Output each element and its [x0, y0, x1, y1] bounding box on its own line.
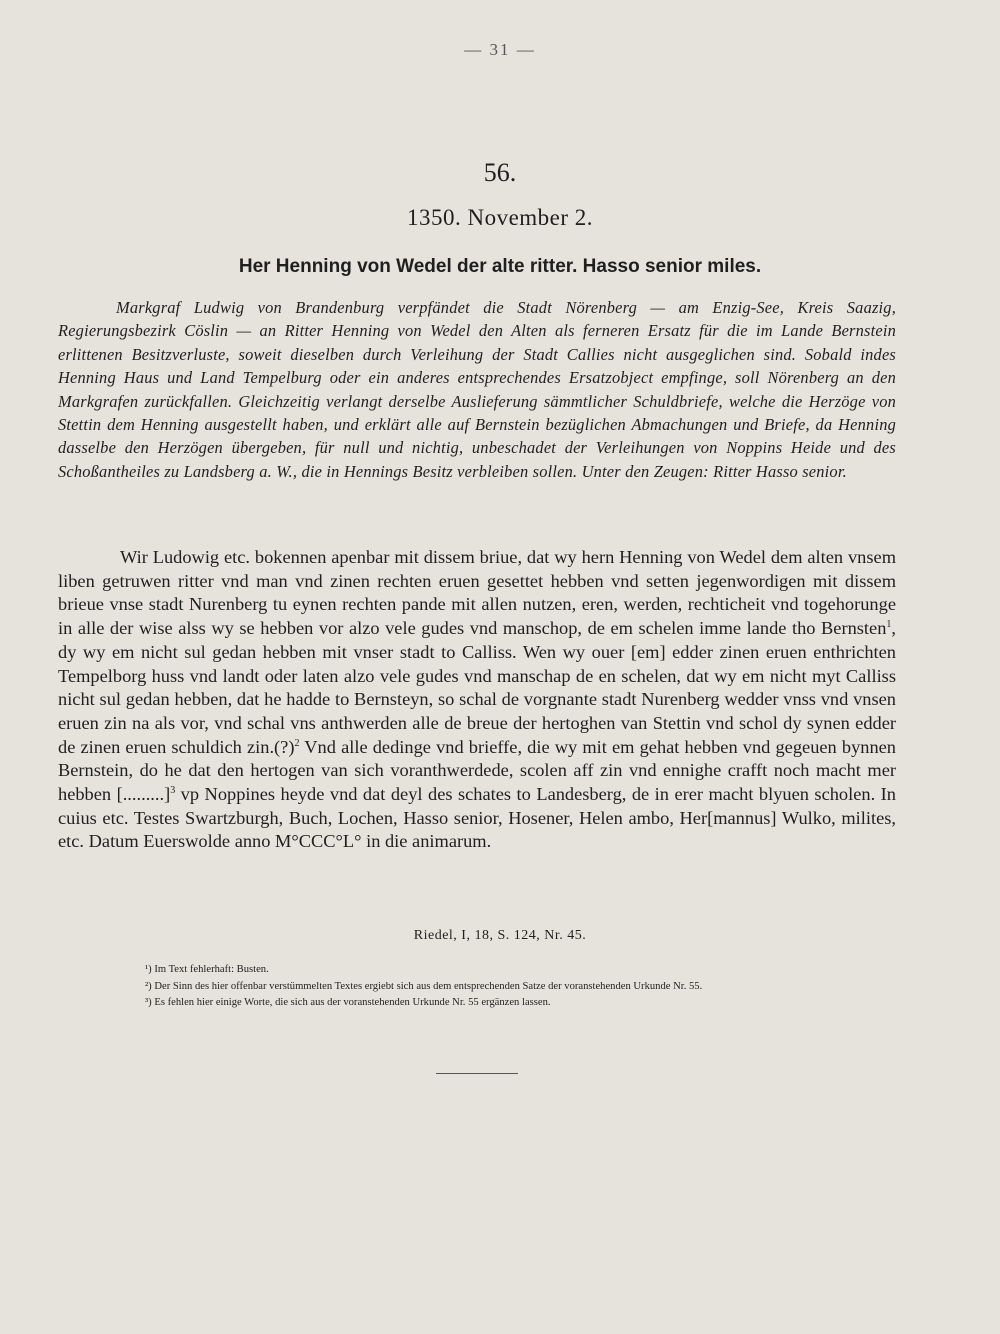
footnote-3: ³) Es fehlen hier einige Worte, die sich aus der voranstehenden Urkunde Nr. 55 ergänzen lassen. [145, 997, 551, 1008]
document-date: 1350. November 2. [406, 205, 594, 230]
footnote-ref-1: 1 [886, 618, 892, 630]
charter-paragraph [58, 546, 896, 854]
charter-text [58, 546, 896, 854]
footnote-ref-3: 3 [170, 784, 176, 796]
document-number: 56. [483, 158, 517, 187]
footnote-2: ²) Der Sinn des hier offenbar verstümmelten Textes ergiebt sich aus dem entsprechenden Satze der voranstehenden Urkunde Nr. 55. [145, 980, 703, 992]
charter-text-part3: Vnd alle dedinge vnd brieffe, die wy mit em gehat hebben vnd gegeuen bynnen Bernstein, do he dat den hertogen van sich voranthwerdede, scolen aff zin vnd ennighe crafft noch macht mer hebben [.........] [58, 736, 897, 805]
document-title: Her Henning von Wedel der alte ritter. Hasso senior miles. [238, 256, 762, 277]
footnote-1: ¹) Im Text fehlerhaft: Busten. [145, 964, 269, 975]
footnote-ref-2: 2 [294, 737, 300, 749]
separator-rule [436, 1073, 518, 1074]
summary-paragraph [58, 296, 896, 483]
summary-text: Markgraf Ludwig von Brandenburg verpfändet die Stadt Nörenberg — am Enzig-See, Kreis Saazig, Regierungsbezirk Cöslin — an Ritter Henning von Wedel den Alten als ferneren Ersatz für die im Lande Bernstein erlittenen Besitzverluste, soweit dieselben durch Verleihung der Stadt Callies nicht ausgeglichen sind. Sobald indes Henning Haus und Land Tempelburg oder ein anderes entsprechendes Ersatzobject empfinge, soll Nörenberg an den Markgrafen zurückfallen. Gleichzeitig verlangt derselbe Auslieferung sämmtlicher Schuldbriefe, welche die Herzöge von Stettin dem Henning ausgestellt haben, und erklärt alle auf Bernstein bezüglichen Abmachungen und Briefe, da Henning dasselbe den Herzögen übergeben, für null und nichtig, unbeschadet der Verleihungen von Noppins Heide und des Schoßantheiles zu Landsberg a. W., die in Hennings Besitz verbleiben sollen. Unter den Zeugen: Ritter Hasso senior. [58, 298, 896, 481]
source-citation: Riedel, I, 18, S. 124, Nr. 45. [413, 928, 587, 943]
charter-text-part4: vp Noppines heyde vnd dat deyl des schates to Landesberg, de in erer macht blyuen scholen. In cuius etc. Testes Swartzburgh, Buch, Lochen, Hasso senior, Hosener, Helen ambo, Her[mannus] Wulko, milites, etc. Datum Euerswolde anno M°CCC°L° in die animarum. [58, 784, 896, 852]
charter-text-part1: Wir Ludowig etc. bokennen apenbar mit dissem briue, dat wy hern Henning von Wedel dem alten vnsem liben getruwen ritter vnd man vnd zinen rechten eruen gesettet hebben vnd setten jegenwordigen mit dissem brieue vnse stadt Nurenberg tu eynen rechten pande mit allen nutzen, eren, werden, rechticheit vnd togehorunge in alle der wise alss wy se hebben vor alzo vele gudes vnd manschop, de em schelen imme lande tho Bernsten [58, 547, 896, 639]
page-number: — 31 — [464, 40, 536, 59]
charter-text-part2: , dy wy em nicht sul gedan hebben mit vnser stadt to Calliss. Wen wy ouer [em] edder zinen eruen enthrichten Tempelborg huss vnd landt oder laten alzo vele gudes vnd manschap de en schelen, dat wy em nicht myt Calliss nicht sul gedan hebben, dat he hadde to Bernsteyn, so schal de vorgnante stadt Nurenberg wedder vnss vnd vnsen eruen zin na als vor, vnd schal vns anthwerden alle de breue der hertoghen van Stettin vnd schol dy synen edder de zinen eruen schuldich zin.(?) [58, 618, 896, 757]
footnotes [145, 962, 905, 1012]
